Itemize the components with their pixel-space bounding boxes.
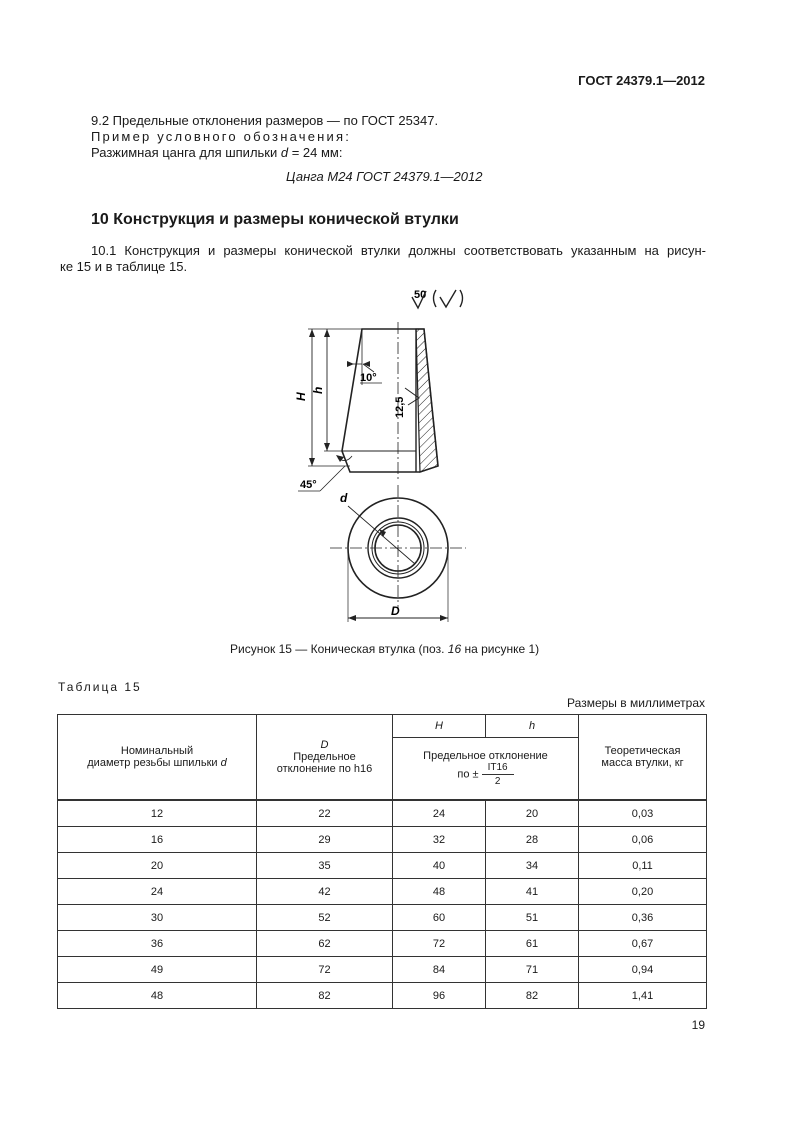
example-text-var: d [280,145,289,160]
example-text-b: = 24 мм: [288,145,343,160]
angle-45-label: 45° [300,479,317,491]
figure-15-drawing [290,280,490,630]
dimension-H-label: H [294,392,308,401]
example-label: Пример условного обозначения: [91,129,352,144]
designation-example: Цанга М24 ГОСТ 24379.1—2012 [286,169,483,184]
diameter-d-label: d [340,491,348,505]
bushing-top-view [330,485,466,622]
roughness-value: 50 [414,289,427,301]
table-row: 49 72 84 71 0,94 [58,957,707,983]
example-text [91,144,342,161]
table-row: 20 35 40 34 0,11 [58,853,707,879]
table-units: Размеры в миллиметрах [567,696,705,710]
header-mass: Теоретическая масса втулки, кг [579,715,707,801]
header-D: D Предельное отклонение по h16 [257,715,393,801]
dimension-lines [294,329,362,491]
figure-caption-a: Рисунок 15 — Коническая втулка (поз. [230,642,448,656]
dimension-h-label: h [311,386,325,394]
page-number: 19 [691,1018,705,1032]
table-row: 30 52 60 51 0,36 [58,905,707,931]
example-text-a: Разжимная цанга для шпильки [91,145,281,160]
hatched-section [416,329,438,472]
figure-caption [230,642,539,656]
header-tolerance: Предельное отклонение по ± $\frac{IT16}{2}$ [393,738,579,801]
table-row: 12 22 24 20 0,03 [58,800,707,827]
bushing-side-view [342,322,438,480]
document-header: ГОСТ 24379.1—2012 [578,73,705,88]
angle-10-label: 10° [360,372,377,384]
paragraph-10-1-line1: 10.1 Конструкция и размеры конической втулки должны соответствовать указанным на рисун- [91,243,706,258]
roughness-12-5: 12,5 [394,396,406,418]
header-thread-diameter: Номинальный диаметр резьбы шпильки d [58,715,257,801]
table-15 [57,714,707,1009]
table-row: 24 42 48 41 0,20 [58,879,707,905]
figure-caption-ref: 16 [447,642,462,656]
diameter-D-label: D [391,604,400,618]
paragraph-9-2: 9.2 Предельные отклонения размеров — по ГОСТ 25347. [91,113,439,128]
header-h: h [486,715,579,738]
paragraph-10-1-line2: ке 15 и в таблице 15. [60,259,188,274]
section-10-title: 10 Конструкция и размеры конической втулки [91,211,459,228]
table-row: 16 29 32 28 0,06 [58,827,707,853]
header-H: H [393,715,486,738]
figure-caption-b: на рисунке 1) [461,642,540,656]
table-row: 36 62 72 61 0,67 [58,931,707,957]
table-row: 48 82 96 82 1,41 [58,983,707,1009]
roughness-symbol [412,289,463,308]
tolerance-fraction: $\frac{IT16}{2}$ [482,762,514,787]
table-title: Таблица 15 [58,680,142,694]
